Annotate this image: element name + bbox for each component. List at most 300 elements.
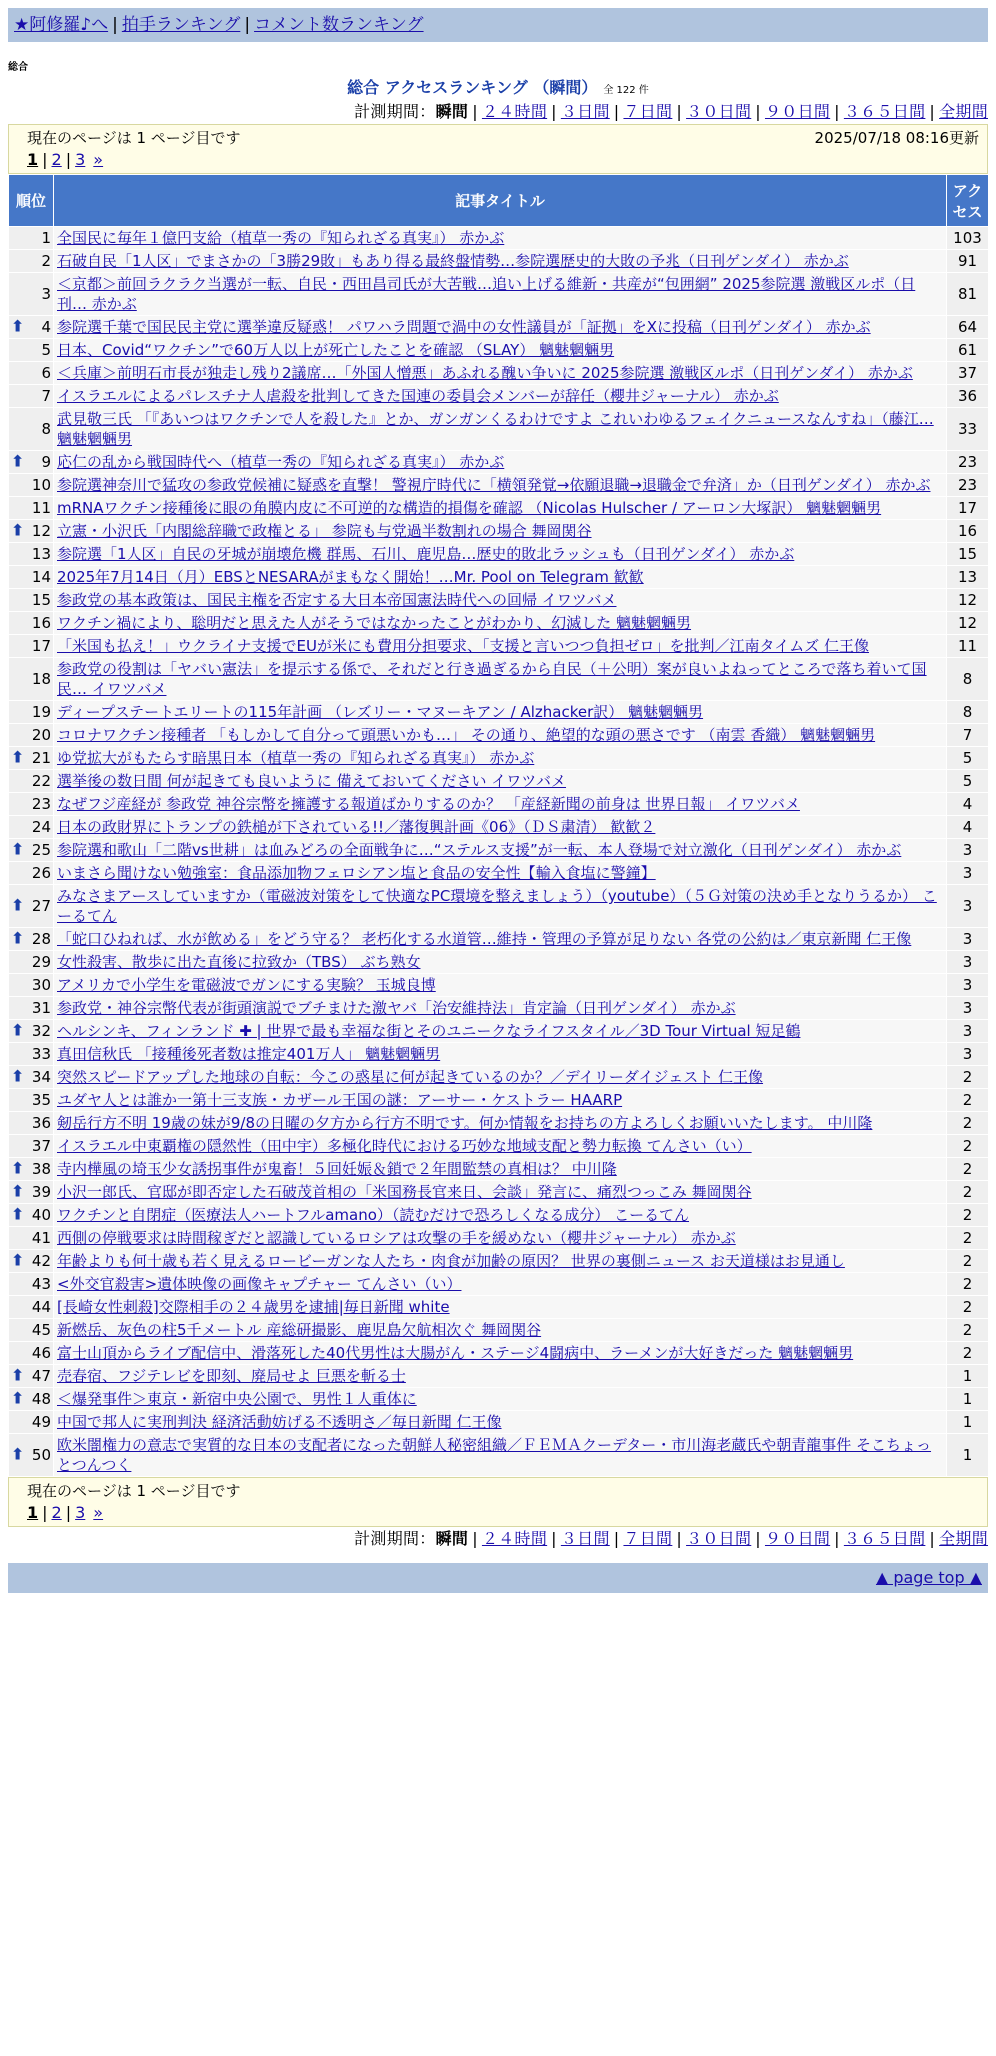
article-title-link[interactable]: 参院選和歌山「二階vs世耕」は血みどろの全面戦争に…“ステルス支援”が一転、本人登場で対立激化（日刊ゲンダイ） 赤かぶ	[57, 841, 902, 859]
title-cell	[54, 839, 947, 862]
period-90d-link[interactable]: ９０日間	[764, 1529, 831, 1548]
title-cell	[54, 1181, 947, 1204]
period-label: 計測期間：	[354, 102, 436, 121]
article-title-link[interactable]: 立憲・小沢氏「内閣総辞職で政権とる」 参院も与党過半数割れの場合 舞岡関谷	[57, 522, 592, 540]
rank-cell	[9, 1181, 54, 1204]
rank-cell	[9, 747, 54, 770]
rank-up-icon: ⬆	[11, 747, 25, 767]
title-cell	[54, 816, 947, 839]
rank-number: 16	[31, 614, 51, 632]
title-cell	[54, 474, 947, 497]
title-cell	[54, 997, 947, 1020]
title-cell	[54, 273, 947, 316]
rank-cell	[9, 474, 54, 497]
period-selector-top: 計測期間：瞬間 | ２４時間 | ３日間 | ７日間 | ３０日間 | ９０日間 | ３６５日間 | 全期間	[354, 102, 988, 121]
rank-number: 24	[31, 818, 51, 836]
table-row	[9, 1066, 989, 1089]
rank-cell	[9, 839, 54, 862]
access-count: 103	[947, 227, 989, 250]
rank-up-icon: ⬆	[11, 1365, 25, 1385]
period-30d-link[interactable]: ３０日間	[686, 1529, 752, 1548]
table-row	[9, 951, 989, 974]
table-row	[9, 1089, 989, 1112]
next-page-link[interactable]: »	[93, 150, 104, 169]
article-title-link[interactable]: 「米国も払え！」ウクライナ支援でEUが米にも費用分担要求、「支援と言いつつ負担ゼロ」を批判／江南タイムズ 仁王像	[57, 637, 869, 655]
access-count: 16	[947, 520, 989, 543]
rank-cell	[9, 520, 54, 543]
title-cell	[54, 1411, 947, 1434]
article-title-link[interactable]: ユダヤ人とは誰か一第十三支族・カザール王国の謎：アーサー・ケストラー HAARP	[57, 1091, 623, 1109]
title-cell	[54, 362, 947, 385]
access-count: 3	[947, 974, 989, 997]
rank-number: 31	[31, 999, 51, 1017]
rank-number: 38	[31, 1160, 51, 1178]
title-cell	[54, 1066, 947, 1089]
title-cell	[54, 747, 947, 770]
table-row	[9, 273, 989, 316]
title-cell	[54, 566, 947, 589]
access-count: 2	[947, 1273, 989, 1296]
access-count: 8	[947, 658, 989, 701]
access-count: 2	[947, 1227, 989, 1250]
table-row	[9, 635, 989, 658]
title-cell	[54, 1135, 947, 1158]
article-title-link[interactable]: 日本、Covid“ワクチン”で60万人以上が死亡したことを確認 （SLAY） 魑魅魍魎男	[57, 341, 615, 359]
page-title: 総合 アクセスランキング （瞬間）	[347, 78, 598, 97]
pager-bottom: 現在のページは 1 ページ目です 1 | 2 | 3 »	[8, 1477, 988, 1527]
title-cell	[54, 658, 947, 701]
total-count: 全 122 件	[603, 85, 649, 96]
title-cell	[54, 339, 947, 362]
article-title-link[interactable]: 参院選千葉で国民民主党に選挙違反疑惑！ パワハラ問題で渦中の女性議員が「証拠」をXに投稿（日刊ゲンダイ） 赤かぶ	[57, 318, 871, 336]
rank-cell	[9, 1158, 54, 1181]
access-count: 2	[947, 1319, 989, 1342]
access-count: 2	[947, 1089, 989, 1112]
access-count: 2	[947, 1250, 989, 1273]
rank-number: 13	[31, 545, 51, 563]
table-row	[9, 816, 989, 839]
article-title-link[interactable]: 「蛇口ひねれば、水が飲める」をどう守る？ 老朽化する水道管…維持・管理の予算が足りない 各党の公約は／東京新聞 仁王像	[57, 930, 912, 948]
table-row	[9, 566, 989, 589]
rank-cell	[9, 701, 54, 724]
title-cell	[54, 1112, 947, 1135]
article-title-link[interactable]: ゆ党拡大がもたらす暗黒日本（植草一秀の『知られざる真実』） 赤かぶ	[57, 749, 535, 767]
access-count: 7	[947, 724, 989, 747]
article-title-link[interactable]: 参政党の役割は「ヤバい憲法」を提示する係で、それだと行き過ぎるから自民（＋公明）案が良いよねってところで落ち着いて国民… イワツバメ	[57, 660, 927, 698]
rank-cell	[9, 951, 54, 974]
rank-up-icon: ⬆	[11, 1250, 25, 1270]
article-title-link[interactable]: 選挙後の数日間 何が起きても良いように 備えておいてください イワツバメ	[57, 772, 567, 790]
article-title-link[interactable]: 剱岳行方不明 19歳の妹が9/8の日曜の夕方から行方不明です。何か情報をお持ちの方よろしくお願いいたします。 中川隆	[57, 1114, 873, 1132]
title-cell	[54, 1342, 947, 1365]
period-7d-link[interactable]: ７日間	[623, 1529, 673, 1548]
rank-number: 42	[31, 1252, 51, 1270]
rank-cell	[9, 885, 54, 928]
rank-up-icon: ⬆	[11, 1066, 25, 1086]
access-count: 1	[947, 1388, 989, 1411]
table-row	[9, 1434, 989, 1477]
rank-cell	[9, 1365, 54, 1388]
article-title-link[interactable]: 参政党の基本政策は、国民主権を否定する大日本帝国憲法時代への回帰 イワツバメ	[57, 591, 617, 609]
page-3-link[interactable]: 3	[75, 1503, 86, 1522]
table-row	[9, 474, 989, 497]
title-cell	[54, 451, 947, 474]
rank-up-icon: ⬆	[11, 895, 25, 915]
access-count: 2	[947, 1296, 989, 1319]
title-cell	[54, 928, 947, 951]
access-count: 3	[947, 997, 989, 1020]
article-title-link[interactable]: イスラエルによるパレスチナ人虐殺を批判してきた国連の委員会メンバーが辞任（櫻井ジャーナル） 赤かぶ	[57, 387, 779, 405]
access-column-header: アクセス	[947, 175, 989, 227]
article-title-link[interactable]: 新燃岳、灰色の柱5千メートル 産総研撮影、鹿児島欠航相次ぐ 舞岡関谷	[57, 1321, 542, 1339]
title-cell	[54, 1227, 947, 1250]
article-title-link[interactable]: 2025年7月14日（月）EBSとNESARAがまもなく開始！…Mr. Pool on Telegram 歓歓	[57, 568, 644, 586]
rank-cell	[9, 250, 54, 273]
rank-number: 23	[31, 795, 51, 813]
period-24h-link[interactable]: ２４時間	[481, 102, 548, 121]
access-count: 2	[947, 1066, 989, 1089]
article-title-link[interactable]: 女性殺害、散歩に出た直後に拉致か（TBS） ぶち熟女	[57, 953, 421, 971]
rank-number: 22	[31, 772, 51, 790]
title-cell	[54, 1319, 947, 1342]
article-title-link[interactable]: 年齢よりも何十歳も若く見えるロービーガンな人たち・肉食が加齢の原因？ 世界の裏側ニュース お天道様はお見通し	[57, 1252, 845, 1270]
access-count: 37	[947, 362, 989, 385]
access-count: 8	[947, 701, 989, 724]
access-count: 23	[947, 451, 989, 474]
table-row	[9, 1250, 989, 1273]
current-page-text: 現在のページは 1 ページ目です	[27, 1482, 241, 1500]
table-row	[9, 885, 989, 928]
rank-cell	[9, 770, 54, 793]
rank-number: 30	[31, 976, 51, 994]
rank-cell	[9, 589, 54, 612]
article-title-link[interactable]: [長崎女性刺殺]交際相手の２４歳男を逮捕|毎日新聞 white	[57, 1298, 450, 1316]
table-row	[9, 1319, 989, 1342]
table-row	[9, 770, 989, 793]
title-cell	[54, 635, 947, 658]
access-count: 3	[947, 1020, 989, 1043]
access-count: 15	[947, 543, 989, 566]
rank-number: 37	[31, 1137, 51, 1155]
table-row	[9, 1342, 989, 1365]
table-row	[9, 747, 989, 770]
rank-cell	[9, 316, 54, 339]
table-row	[9, 1411, 989, 1434]
table-row	[9, 974, 989, 997]
title-cell	[54, 408, 947, 451]
rank-cell	[9, 1204, 54, 1227]
rank-number: 28	[31, 930, 51, 948]
table-row	[9, 1043, 989, 1066]
title-column-header: 記事タイトル	[54, 175, 947, 227]
access-count: 12	[947, 589, 989, 612]
updated-timestamp: 2025/07/18 08:16更新	[814, 129, 979, 147]
title-cell	[54, 974, 947, 997]
article-title-link[interactable]: いまさら聞けない勉強室：食品添加物フェロシアン塩と食品の安全性【輸入食塩に警鐘】	[57, 864, 656, 882]
footer-bar	[8, 1563, 988, 1593]
table-row	[9, 408, 989, 451]
title-cell	[54, 793, 947, 816]
title-cell	[54, 701, 947, 724]
access-count: 3	[947, 951, 989, 974]
title-cell	[54, 1273, 947, 1296]
rank-number: 41	[31, 1229, 51, 1247]
article-title-link[interactable]: イスラエル中東覇権の隠然性（田中宇）多極化時代における巧妙な地域支配と勢力転換 てんさい（い）	[57, 1137, 752, 1155]
rank-number: 19	[31, 703, 51, 721]
article-title-link[interactable]: 中国で邦人に実刑判決 経済活動妨げる不透明さ／毎日新聞 仁王像	[57, 1413, 502, 1431]
rank-number: 2	[41, 252, 51, 270]
title-cell	[54, 724, 947, 747]
article-title-link[interactable]: 石破自民「1人区」でまさかの「3勝29敗」もあり得る最終盤情勢…参院選歴史的大敗の予兆（日刊ゲンダイ） 赤かぶ	[57, 252, 849, 270]
rank-number: 45	[31, 1321, 51, 1339]
rank-cell	[9, 658, 54, 701]
table-row	[9, 1158, 989, 1181]
rank-number: 43	[31, 1275, 51, 1293]
access-count: 12	[947, 612, 989, 635]
rank-number: 34	[31, 1068, 51, 1086]
period-all-link[interactable]: 全期間	[939, 1529, 988, 1548]
article-title-link[interactable]: ＜爆発事件＞東京・新宿中央公園で、男性１人重体に	[57, 1390, 417, 1408]
article-title-link[interactable]: 売春宿、フジテレビを即刻、廃局せよ 巨悪を斬る士	[57, 1367, 406, 1385]
period-90d-link[interactable]: ９０日間	[764, 102, 831, 121]
rank-number: 32	[31, 1022, 51, 1040]
table-row	[9, 839, 989, 862]
rank-number: 7	[41, 387, 51, 405]
access-count: 2	[947, 1204, 989, 1227]
rank-number: 10	[31, 476, 51, 494]
rank-number: 8	[41, 420, 51, 438]
article-title-link[interactable]: 参院選「1人区」自民の牙城が崩壊危機 群馬、石川、鹿児島…歴史的敗北ラッシュも（日刊ゲンダイ） 赤かぶ	[57, 545, 795, 563]
rank-up-icon: ⬆	[11, 451, 25, 471]
article-title-link[interactable]: ディープステートエリートの115年計画 （レズリー・マヌーキアン / Alzhacker訳） 魑魅魍魎男	[57, 703, 704, 721]
title-cell	[54, 770, 947, 793]
rank-cell	[9, 974, 54, 997]
rank-number: 48	[31, 1390, 51, 1408]
title-cell	[54, 250, 947, 273]
article-title-link[interactable]: 参院選神奈川で猛攻の参政党候補に疑惑を直撃！ 警視庁時代に「横領発覚→依願退職→退職金で弁済」か（日刊ゲンダイ） 赤かぶ	[57, 476, 931, 494]
title-cell	[54, 227, 947, 250]
rank-number: 6	[41, 364, 51, 382]
rank-number: 33	[31, 1045, 51, 1063]
rank-cell	[9, 1227, 54, 1250]
rank-cell	[9, 612, 54, 635]
pager-top: 現在のページは 1 ページ目です 2025/07/18 08:16更新 1 | 2 | 3 »	[8, 124, 988, 174]
period-selector-bottom: 計測期間：瞬間 | ２４時間 | ３日間 | ７日間 | ３０日間 | ９０日間 | ３６５日間 | 全期間	[354, 1529, 988, 1548]
article-title-link[interactable]: 真田信秋氏 「接種後死者数は推定401万人」 魑魅魍魎男	[57, 1045, 441, 1063]
table-row	[9, 1112, 989, 1135]
access-count: 3	[947, 885, 989, 928]
period-label: 計測期間：	[354, 1529, 436, 1548]
rank-number: 21	[31, 749, 51, 767]
title-cell	[54, 497, 947, 520]
article-title-link[interactable]: コロナワクチン接種者 「もしかして自分って頭悪いかも…」 その通り、絶望的な頭の悪さです （南雲 香織） 魑魅魍魎男	[57, 726, 876, 744]
title-cell	[54, 885, 947, 928]
period-24h-link[interactable]: ２４時間	[481, 1529, 548, 1548]
rank-number: 40	[31, 1206, 51, 1224]
page-1-current: 1	[27, 150, 39, 169]
rank-cell	[9, 1089, 54, 1112]
access-count: 2	[947, 1135, 989, 1158]
title-cell	[54, 1043, 947, 1066]
period-current: 瞬間	[435, 102, 469, 121]
period-365d-link[interactable]: ３６５日間	[843, 1529, 926, 1548]
table-row	[9, 1388, 989, 1411]
period-7d-link[interactable]: ７日間	[623, 102, 673, 121]
nav-separator: |	[112, 15, 118, 35]
title-cell	[54, 589, 947, 612]
rank-cell	[9, 1043, 54, 1066]
page-2-link[interactable]: 2	[51, 150, 62, 169]
article-title-link[interactable]: ワクチン禍により、聡明だと思えた人がそうではなかったことがわかり、幻滅した 魑魅魍魎男	[57, 614, 692, 632]
rank-number: 36	[31, 1114, 51, 1132]
rank-number: 29	[31, 953, 51, 971]
rank-number: 5	[41, 341, 51, 359]
access-count: 5	[947, 747, 989, 770]
access-count: 1	[947, 1434, 989, 1477]
article-title-link[interactable]: 寺内樺風の埼玉少女誘拐事件が鬼畜！５回妊娠＆鎖で２年間監禁の真相は？ 中川隆	[57, 1160, 617, 1178]
article-title-link[interactable]: <外交官殺害>遺体映像の画像キャプチャー てんさい（い）	[57, 1275, 462, 1293]
rank-cell	[9, 1066, 54, 1089]
table-row	[9, 1296, 989, 1319]
article-title-link[interactable]: mRNAワクチン接種後に眼の角膜内皮に不可逆的な構造的損傷を確認 （Nicolas Hulscher / アーロン大塚訳） 魑魅魍魎男	[57, 499, 882, 517]
rank-cell	[9, 543, 54, 566]
rank-cell	[9, 635, 54, 658]
article-title-link[interactable]: 全国民に毎年１億円支給（植草一秀の『知られざる真実』） 赤かぶ	[57, 229, 505, 247]
title-cell	[54, 862, 947, 885]
home-link[interactable]: ★阿修羅♪へ	[14, 15, 109, 35]
rank-number: 3	[41, 285, 51, 303]
article-title-link[interactable]: 参政党・神谷宗幣代表が街頭演説でブチまけた激ヤバ「治安維持法」肯定論（日刊ゲンダイ） 赤かぶ	[57, 999, 736, 1017]
article-title-link[interactable]: 小沢一郎氏、官邸が即否定した石破茂首相の「米国務長官来日、会談」発言に、痛烈つっこみ 舞岡関谷	[57, 1183, 752, 1201]
top-nav-bar	[8, 8, 988, 42]
table-row	[9, 362, 989, 385]
article-title-link[interactable]: 日本の政財界にトランプの鉄槌が下されている!!／藩復興計画《06》（ＤＳ粛清） 歓歓２	[57, 818, 656, 836]
period-365d-link[interactable]: ３６５日間	[843, 102, 926, 121]
rank-number: 12	[31, 522, 51, 540]
table-row	[9, 701, 989, 724]
title-cell	[54, 1204, 947, 1227]
rank-column-header: 順位	[9, 175, 54, 227]
rank-number: 49	[31, 1413, 51, 1431]
clap-ranking-link[interactable]: 拍手ランキング	[121, 15, 241, 35]
table-row	[9, 1135, 989, 1158]
rank-cell	[9, 928, 54, 951]
article-title-link[interactable]: みなさまアースしていますか（電磁波対策をして快適なPC環境を整えましょう）（youtube）（５Ｇ対策の決め手となりうるか） こーるてん	[57, 887, 937, 925]
rank-up-icon: ⬆	[11, 1158, 25, 1178]
table-row	[9, 928, 989, 951]
rank-number: 11	[31, 499, 51, 517]
rank-cell	[9, 408, 54, 451]
table-row	[9, 497, 989, 520]
table-row	[9, 1227, 989, 1250]
period-3d-link[interactable]: ３日間	[560, 102, 610, 121]
table-row	[9, 339, 989, 362]
rank-up-icon: ⬆	[11, 1181, 25, 1201]
article-title-link[interactable]: 武見敬三氏 「『あいつはワクチンで人を殺した』とか、ガンガンくるわけですよ これいわゆるフェイクニュースなんすね」（藤江… 魑魅魍魎男	[57, 410, 934, 448]
table-row	[9, 1273, 989, 1296]
access-count: 1	[947, 1411, 989, 1434]
table-row	[9, 316, 989, 339]
nav-separator: |	[244, 15, 251, 35]
rank-up-icon: ⬆	[11, 1204, 25, 1224]
article-title-link[interactable]: 応仁の乱から戦国時代へ（植草一秀の『知られざる真実』） 赤かぶ	[57, 453, 505, 471]
rank-number: 20	[31, 726, 51, 744]
access-count: 11	[947, 635, 989, 658]
rank-up-icon: ⬆	[11, 316, 25, 336]
table-row	[9, 1204, 989, 1227]
table-row	[9, 250, 989, 273]
table-row	[9, 997, 989, 1020]
rank-cell	[9, 362, 54, 385]
next-page-link[interactable]: »	[93, 1503, 104, 1522]
page-2-link[interactable]: 2	[51, 1503, 62, 1522]
article-title-link[interactable]: ヘルシンキ、フィンランド ✚ | 世界で最も幸福な街とそのユニークなライフスタイル／3D Tour Virtual 短足鶴	[57, 1022, 801, 1040]
table-row	[9, 1365, 989, 1388]
article-title-link[interactable]: 欧米闇権力の意志で実質的な日本の支配者になった朝鮮人秘密組織／ＦＥＭＡクーデター・市川海老蔵氏や朝青龍事件 そこちょっとつんつく	[57, 1436, 932, 1474]
rank-cell	[9, 566, 54, 589]
ranking-heading	[0, 76, 996, 100]
access-count: 17	[947, 497, 989, 520]
rank-cell	[9, 1020, 54, 1043]
comment-ranking-link[interactable]: コメント数ランキング	[254, 15, 424, 35]
article-title-link[interactable]: ＜京都＞前回ラクラク当選が一転、自民・西田昌司氏が大苦戦…追い上げる維新・共産が“包囲網” 2025参院選 激戦区ルポ（日刊… 赤かぶ	[57, 275, 916, 313]
rank-cell	[9, 816, 54, 839]
period-30d-link[interactable]: ３０日間	[686, 102, 752, 121]
access-count: 64	[947, 316, 989, 339]
rank-number: 14	[31, 568, 51, 586]
access-count: 91	[947, 250, 989, 273]
access-count: 33	[947, 408, 989, 451]
rank-up-icon: ⬆	[11, 520, 25, 540]
article-title-link[interactable]: 西側の停戦要求は時間稼ぎだと認識しているロシアは攻撃の手を緩めない（櫻井ジャーナル） 赤かぶ	[57, 1229, 736, 1247]
period-all-link[interactable]: 全期間	[939, 102, 988, 121]
rank-cell	[9, 1112, 54, 1135]
title-cell	[54, 1158, 947, 1181]
rank-number: 9	[41, 453, 51, 471]
title-cell	[54, 1365, 947, 1388]
access-count: 36	[947, 385, 989, 408]
table-row	[9, 612, 989, 635]
page-3-link[interactable]: 3	[75, 150, 86, 169]
access-count: 3	[947, 862, 989, 885]
period-3d-link[interactable]: ３日間	[560, 1529, 610, 1548]
page-1-current: 1	[27, 1503, 39, 1522]
rank-cell	[9, 1273, 54, 1296]
title-cell	[54, 1250, 947, 1273]
article-title-link[interactable]: ワクチンと自閉症（医療法人ハートフルamano）（読むだけで恐ろしくなる成分） こーるてん	[57, 1206, 690, 1224]
access-count: 3	[947, 839, 989, 862]
article-title-link[interactable]: アメリカで小学生を電磁波でガンにする実験？ 玉城良博	[57, 976, 436, 994]
ranking-table-body	[9, 227, 989, 1477]
article-title-link[interactable]: 富士山頂からライブ配信中、滑落死した40代男性は大腸がん・ステージ4闘病中、ラーメンが大好きだった 魑魅魍魎男	[57, 1344, 854, 1362]
article-title-link[interactable]: ＜兵庫＞前明石市長が独走し残り2議席…「外国人憎悪」あふれる醜い争いに 2025参院選 激戦区ルポ（日刊ゲンダイ） 赤かぶ	[57, 364, 913, 382]
page-top-link[interactable]: ▲ page top ▲	[875, 1568, 982, 1587]
access-count: 1	[947, 1365, 989, 1388]
rank-cell	[9, 724, 54, 747]
rank-number: 27	[31, 897, 51, 915]
article-title-link[interactable]: 突然スピードアップした地球の自転：今この惑星に何が起きているのか？／デイリーダイジェスト 仁王像	[57, 1068, 764, 1086]
access-count: 2	[947, 1181, 989, 1204]
rank-cell	[9, 1135, 54, 1158]
title-cell	[54, 1296, 947, 1319]
table-row	[9, 451, 989, 474]
period-current: 瞬間	[435, 1529, 469, 1548]
access-count: 2	[947, 1342, 989, 1365]
table-row	[9, 1020, 989, 1043]
rank-up-icon: ⬆	[11, 1444, 25, 1464]
rank-up-icon: ⬆	[11, 928, 25, 948]
article-title-link[interactable]: なぜフジ産経が 参政党 神谷宗幣を擁護する報道ばかりするのか？ 「産経新聞の前身は 世界日報」 イワツバメ	[57, 795, 800, 813]
